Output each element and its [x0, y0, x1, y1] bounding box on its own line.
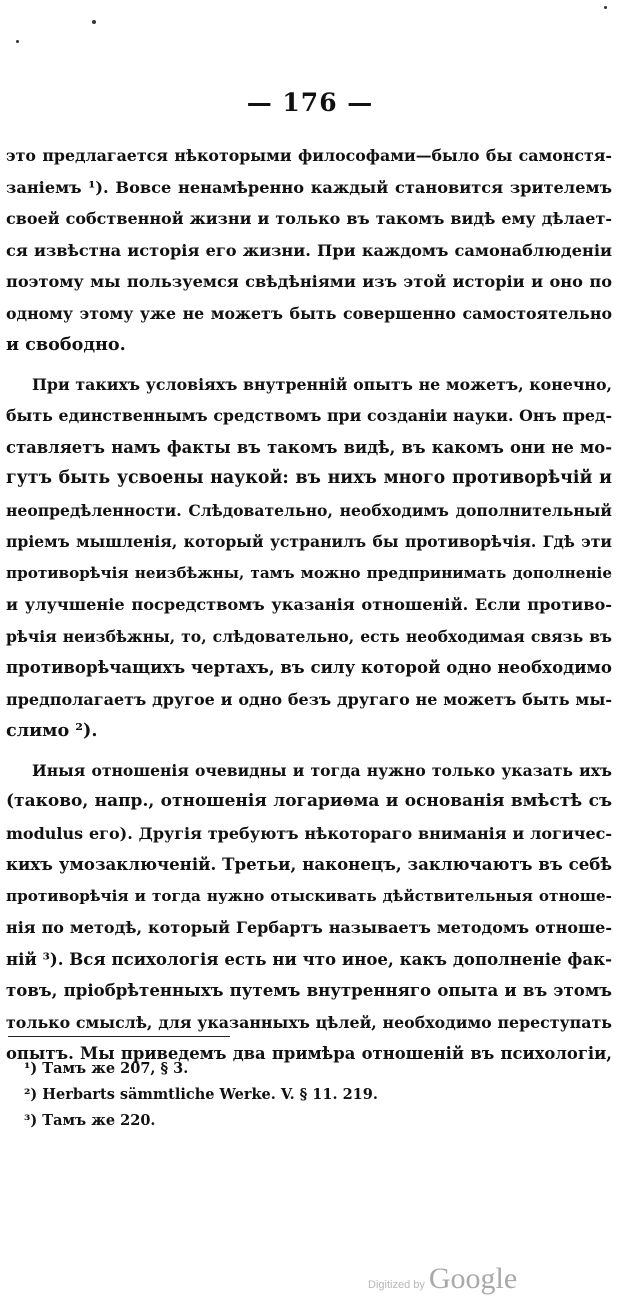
scan-speck [92, 20, 96, 24]
text-line: (таково, напр., отношенія логариѳма и основанія вмѣстѣ съ [6, 791, 612, 811]
text-line: гутъ быть усвоены наукой: въ нихъ много противорѣчій и [6, 468, 612, 488]
page-number: — 176 — [246, 88, 374, 117]
watermark-prefix: Digitized by [368, 1279, 425, 1291]
footnote-mark: ³) [24, 1112, 38, 1129]
scan-speck [604, 6, 607, 9]
paragraph [6, 369, 612, 747]
footnote [24, 1056, 378, 1082]
digitized-watermark [368, 1262, 517, 1296]
text-line: товъ, пріобрѣтенныхъ путемъ внутренняго опыта и въ этомъ [6, 980, 612, 1000]
text-line: быть единственнымъ средствомъ при созданіи науки. Онъ пред- [6, 406, 612, 425]
text-line: и улучшеніе посредствомъ указанія отношеній. Если противо- [6, 595, 612, 614]
text-line: поэтому мы пользуемся свѣдѣніями изъ этой исторіи и оно по [6, 272, 612, 291]
text-line: противорѣчія и тогда нужно отыскивать дѣйствительныя отноше- [6, 886, 612, 905]
footnote-mark: ²) [24, 1086, 38, 1103]
paragraph [6, 755, 612, 1070]
text-line: нія по методѣ, который Гербартъ называетъ методомъ отноше- [6, 918, 612, 937]
scan-speck [16, 40, 19, 43]
text-line: ся извѣстна исторія его жизни. При каждомъ самонаблюденіи [6, 240, 612, 260]
footnote [24, 1108, 378, 1134]
text-line: опытъ. Мы приведемъ два примѣра отношеній въ психологіи, [6, 1044, 612, 1063]
footnote-text: Тамъ же 220. [42, 1112, 156, 1129]
paragraph [6, 140, 612, 361]
text-line: При такихъ условіяхъ внутренній опытъ не можетъ, конечно, [32, 374, 612, 394]
footnote-divider [8, 1036, 230, 1037]
body-text [6, 140, 612, 1070]
text-line: рѣчія неизбѣжны, то, слѣдовательно, есть необходимая связь въ [6, 626, 612, 646]
text-line: кихъ умозаключеній. Третьи, наконецъ, заключаютъ въ себѣ [6, 854, 612, 874]
text-line: и свободно. [6, 334, 126, 355]
text-line: слимо ²). [6, 720, 98, 741]
google-logo: Google [428, 1262, 518, 1295]
text-line: неопредѣленности. Слѣдовательно, необходимъ дополнительный [6, 500, 612, 520]
text-line: противорѣчащихъ чертахъ, въ силу которой одно необходимо [6, 657, 612, 677]
text-line: предполагаетъ другое и одно безъ другаго не можетъ быть мы- [6, 689, 612, 709]
text-line: это предлагается нѣкоторыми философами—было бы самонстя- [6, 146, 612, 165]
footnote-mark: ¹) [24, 1060, 38, 1077]
text-line: своей собственной жизни и только въ такомъ видѣ ему дѣлает- [6, 209, 612, 228]
footnote-text: Herbarts sämmtliche Werke. V. § 11. 219. [42, 1086, 378, 1103]
text-line: одному этому уже не можетъ быть совершенно самостоятельно [6, 303, 612, 323]
text-line: заніемъ ¹). Вовсе ненамѣренно каждый становится зрителемъ [6, 177, 612, 197]
text-line: modulus его). Другія требуютъ нѣкотораго вниманія и логичес- [6, 823, 612, 843]
footnote-text: Тамъ же 207, § 3. [42, 1060, 189, 1077]
text-line: Иныя отношенія очевидны и тогда нужно только указать ихъ [32, 760, 612, 780]
footnote [24, 1082, 378, 1108]
text-line: ній ³). Вся психологія есть ни что иное, какъ дополненіе фак- [6, 948, 612, 969]
footnotes [24, 1056, 378, 1134]
text-line: пріемъ мышленія, который устранилъ бы противорѣчія. Гдѣ эти [6, 532, 612, 551]
text-line: ставляетъ намъ факты въ такомъ видѣ, въ какомъ они не мо- [6, 437, 612, 457]
text-line: противорѣчія неизбѣжны, тамъ можно предпринимать дополненіе [6, 563, 612, 582]
text-line: только смыслѣ, для указанныхъ цѣлей, необходимо переступать [6, 1012, 612, 1032]
